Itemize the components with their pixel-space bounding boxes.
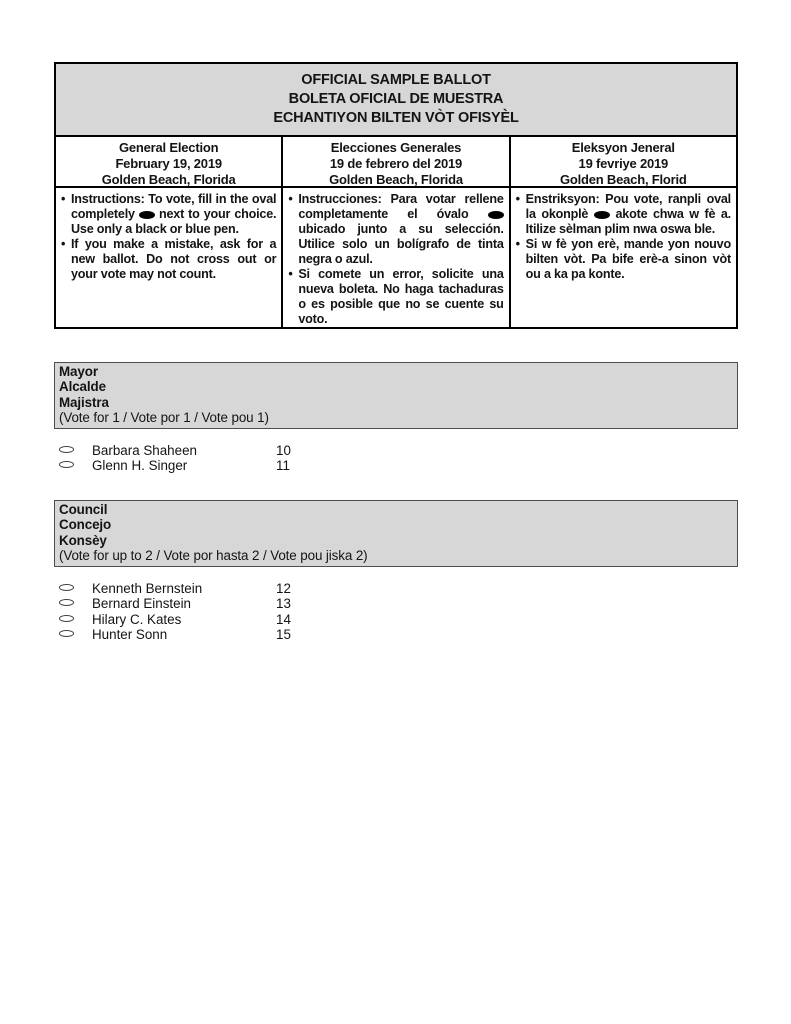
candidate-number: 11: [276, 458, 290, 474]
bullet-icon: •: [515, 237, 520, 251]
candidate-list-mayor: [54, 443, 738, 474]
instructions-spanish: [283, 188, 508, 327]
contest-header-mayor: [54, 362, 738, 429]
contest-title-ht: Majistra: [59, 394, 109, 410]
election-date: 19 de febrero del 2019: [329, 156, 463, 171]
column-header-creole: [511, 137, 736, 188]
candidate-row: [54, 443, 738, 458]
vote-rule: (Vote for 1 / Vote por 1 / Vote pou 1): [59, 409, 269, 425]
candidate-name: Hilary C. Kates: [92, 611, 182, 627]
candidate-number: 13: [276, 596, 291, 612]
instruction-text-before-oval: Enstriksyon: Pou vote, ranpli oval la okonplè: [525, 192, 731, 221]
contest-title-ht: Konsèy: [59, 532, 107, 548]
candidate-list-council: [54, 581, 738, 642]
candidate-name: Bernard Einstein: [92, 596, 191, 612]
candidate-row: [54, 458, 738, 473]
election-place: Golden Beach, Florida: [101, 172, 236, 187]
bullet-icon: •: [288, 192, 293, 206]
instruction-text-before-oval: Instructions: To vote, fill in the oval completely: [71, 192, 277, 221]
contest-title-es: Concejo: [59, 517, 112, 533]
instruction-item: [61, 237, 276, 282]
ballot-title-line-es: BOLETA OFICIAL DE MUESTRA: [288, 91, 504, 107]
candidate-row: [54, 596, 738, 611]
candidate-row: [54, 581, 738, 596]
instruction-text: Si comete un error, solicite una nueva boleta. No haga tachaduras o es posible que no se cuente su voto.: [298, 267, 504, 326]
vote-oval[interactable]: [59, 584, 74, 591]
ballot-title-line-ht: ECHANTIYON BILTEN VÒT OFISYÈL: [273, 110, 519, 126]
election-name: Eleksyon Jeneral: [571, 140, 675, 155]
candidate-number: 14: [276, 611, 291, 627]
election-name: General Election: [118, 140, 219, 155]
column-header-english: [56, 137, 281, 188]
contest-title-en: Mayor: [59, 364, 98, 379]
candidate-name: Barbara Shaheen: [92, 443, 197, 459]
instruction-text: Si w fè yon erè, mande yon nouvo bilten vòt. Pa bife erè-a sinon vòt ou a ka pa konte.: [525, 237, 731, 281]
instruction-item: [61, 192, 276, 237]
vote-oval[interactable]: [59, 630, 74, 637]
vote-oval[interactable]: [59, 446, 74, 453]
bullet-icon: •: [288, 267, 293, 281]
language-column-creole: [509, 137, 736, 327]
vote-rule: (Vote for up to 2 / Vote por hasta 2 / Vote pou jiska 2): [59, 547, 368, 563]
ballot-title: [56, 64, 736, 137]
contest-council: [54, 500, 738, 642]
language-column-english: [56, 137, 281, 327]
contest-header-council: [54, 500, 738, 567]
contest-title-es: Alcalde: [59, 379, 106, 395]
language-column-spanish: [281, 137, 508, 327]
ballot-header-table: [54, 62, 738, 329]
instruction-item: [516, 237, 731, 282]
candidate-name: Glenn H. Singer: [92, 458, 188, 474]
instruction-item: [516, 192, 731, 237]
contest-title-en: Council: [59, 502, 108, 517]
election-place: Golden Beach, Florida: [329, 172, 463, 187]
instruction-item: [288, 267, 503, 327]
column-header-spanish: [283, 137, 508, 188]
ballot-title-line-en: OFFICIAL SAMPLE BALLOT: [301, 72, 491, 88]
vote-oval[interactable]: [59, 615, 74, 622]
candidate-name: Hunter Sonn: [92, 627, 168, 643]
instruction-text-after-oval: ubicado junto a su selección. Utilice solo un bolígrafo de tinta negra o azul.: [298, 222, 504, 266]
instruction-item: [288, 192, 503, 267]
instruction-text-after-oval: next to your choice. Use only a black or blue pen.: [71, 207, 277, 236]
instruction-text-after-oval: akote chwa w fè a. Itilize sèlman plim nwa oswa ble.: [525, 207, 731, 236]
election-place: Golden Beach, Florid: [559, 172, 687, 187]
instruction-text: If you make a mistake, ask for a new ballot. Do not cross out or your vote may not count.: [71, 237, 277, 281]
instructions-english: [56, 188, 281, 327]
filled-oval-example-icon: [488, 211, 504, 219]
instruction-text-before-oval: Instrucciones: Para votar rellene completamente el óvalo: [298, 192, 504, 221]
filled-oval-example-icon: [139, 211, 155, 219]
candidate-name: Kenneth Bernstein: [92, 581, 203, 597]
candidate-number: 10: [276, 443, 291, 459]
candidate-number: 12: [276, 581, 291, 597]
bullet-icon: •: [61, 237, 66, 251]
vote-oval[interactable]: [59, 461, 74, 468]
vote-oval[interactable]: [59, 599, 74, 606]
election-date: February 19, 2019: [115, 156, 222, 171]
contest-mayor: [54, 362, 738, 474]
filled-oval-example-icon: [594, 211, 610, 219]
election-name: Elecciones Generales: [330, 140, 462, 155]
bullet-icon: •: [515, 192, 520, 206]
bullet-icon: •: [61, 192, 66, 206]
language-columns: [56, 137, 736, 327]
candidate-number: 15: [276, 627, 291, 643]
election-date: 19 fevriye 2019: [578, 156, 669, 171]
instructions-creole: [511, 188, 736, 327]
candidate-row: [54, 612, 738, 627]
candidate-row: [54, 627, 738, 642]
